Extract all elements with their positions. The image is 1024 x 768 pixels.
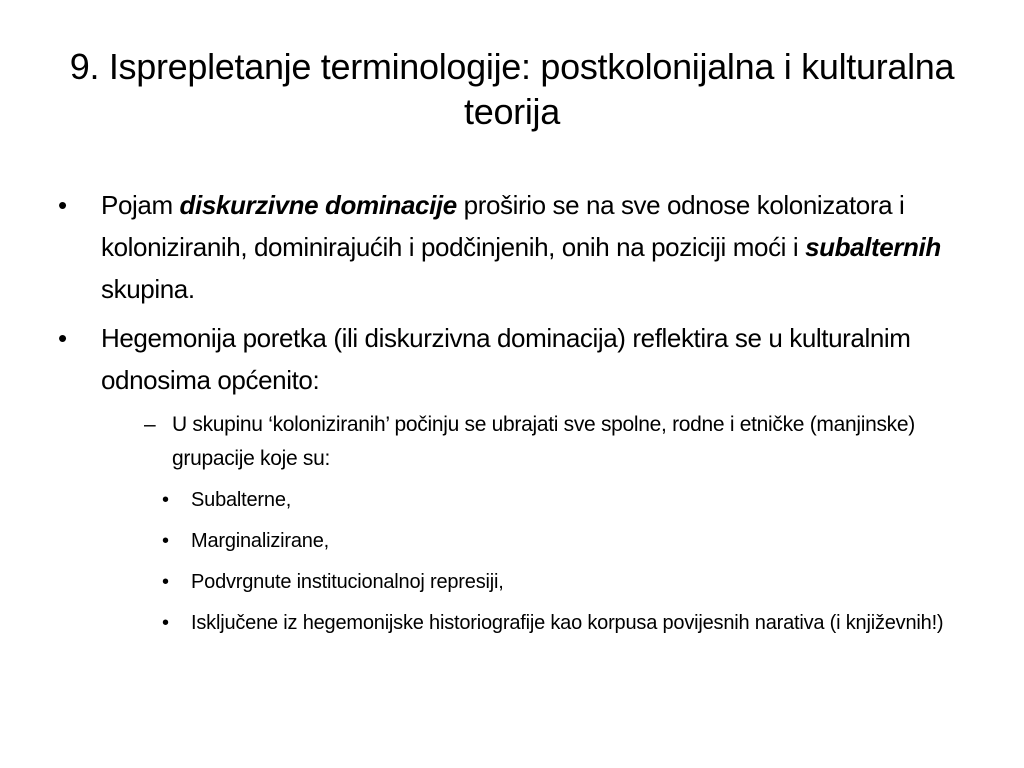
bullet-item-1	[58, 184, 978, 310]
bullet-glyph: •	[162, 612, 169, 634]
sub-sub-bullet-text: Isključene iz hegemonijske historiografije kao korpusa povijesnih narativa (i književnih!)	[191, 612, 944, 634]
bullet-glyph: •	[162, 530, 169, 552]
sub-sub-bullet-item-1	[162, 484, 961, 516]
emphasis-term: subalternih	[805, 232, 941, 262]
slide-title: 9. Isprepletanje terminologije: postkolonijalna i kulturalna teorija	[69, 46, 955, 132]
sub-sub-bullet-text: Subalterne,	[191, 489, 292, 511]
bullet-glyph: •	[58, 323, 67, 353]
sub-sub-bullet-item-2	[162, 525, 961, 557]
sub-bullet-text: U skupinu ‘koloniziranih’ počinju se ubrajati sve spolne, rodne i etničke (manjinske) grupacije koje su:	[172, 413, 915, 470]
sub-sub-bullet-item-3	[162, 566, 961, 598]
sub-sub-bullet-text: Marginalizirane,	[191, 530, 329, 552]
bullet-glyph: •	[58, 190, 67, 220]
dash-glyph: –	[144, 413, 156, 436]
bullet-item-2	[58, 317, 978, 401]
sub-sub-bullet-text: Podvrgnute institucionalnoj represiji,	[191, 571, 504, 593]
bullet-text-part: Pojam	[101, 190, 180, 220]
bullet-glyph: •	[162, 571, 169, 593]
sub-sub-bullet-item-4	[162, 607, 961, 639]
bullet-text-part: proširio se na sve odnose kolonizatora i koloniziranih, dominirajućih i podčinjenih, onih na poziciji moći i	[101, 190, 905, 262]
bullet-text-part: skupina.	[101, 274, 195, 304]
slide-body	[58, 184, 978, 648]
bullet-glyph: •	[162, 489, 169, 511]
bullet-text: Hegemonija poretka (ili diskurzivna dominacija) reflektira se u kulturalnim odnosima općenito:	[101, 323, 911, 395]
sub-bullet-item	[144, 408, 962, 476]
emphasis-term: diskurzivne dominacije	[179, 190, 457, 220]
